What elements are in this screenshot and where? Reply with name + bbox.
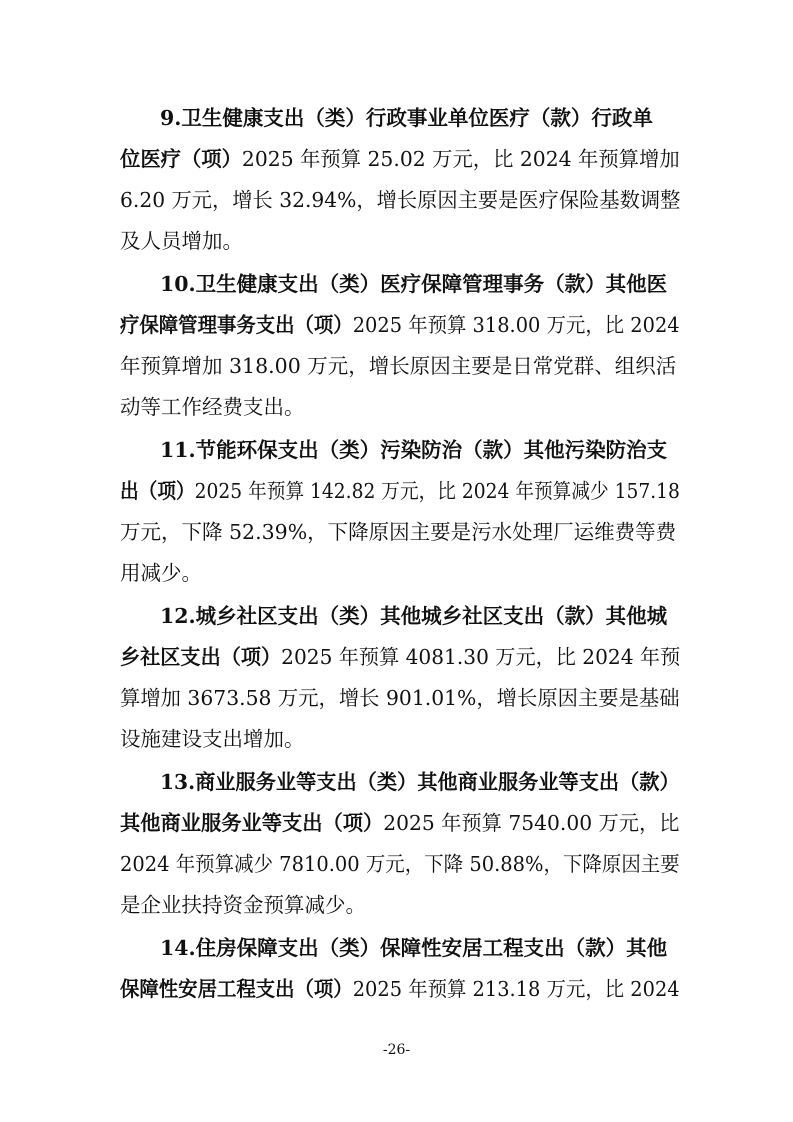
item-14-heading-text: 14.住房保障支出（类）保障性安居工程支出（款）其他 xyxy=(160,936,668,960)
item-9-line-2 xyxy=(120,139,680,179)
item-11-body-text: 2025 年预算 142.82 万元，比 2024 年预算减少 157.18 xyxy=(194,479,680,503)
item-13-line-3 xyxy=(120,844,680,884)
item-13-body-text: 是企业扶持资金预算减少。 xyxy=(120,893,366,917)
item-10-body-text: 年预算增加 318.00 万元，增长原因主要是日常党群、组织活 xyxy=(120,354,677,378)
item-11-line-1 xyxy=(160,430,680,470)
item-14-heading-text: 保障性安居工程支出（项） xyxy=(120,977,353,1001)
item-12-line-4 xyxy=(120,719,680,759)
item-10-body-text: 2025 年预算 318.00 万元，比 2024 xyxy=(352,313,680,337)
item-13-line-4 xyxy=(120,885,680,925)
item-14-line-1 xyxy=(160,928,680,968)
item-9-body-text: 6.20 万元，增长 32.94%，增长原因主要是医疗保险基数调整 xyxy=(120,188,681,212)
item-12-heading-text: 12.城乡社区支出（类）其他城乡社区支出（款）其他城 xyxy=(160,604,668,628)
item-9-body-text: 及人员增加。 xyxy=(120,229,243,253)
item-12-line-3 xyxy=(120,678,680,718)
item-11-line-3 xyxy=(120,512,680,552)
item-12-body-text: 设施建设支出增加。 xyxy=(120,727,305,751)
item-11-body-text: 万元，下降 52.39%，下降原因主要是污水处理厂运维费等费 xyxy=(120,520,677,544)
item-9-body-text: 2025 年预算 25.02 万元，比 2024 年预算增加 xyxy=(241,147,680,171)
item-10-heading-text: 10.卫生健康支出（类）医疗保障管理事务（款）其他医 xyxy=(160,272,668,296)
item-13-body-text: 2024 年预算减少 7810.00 万元，下降 50.88%，下降原因主要 xyxy=(120,852,680,876)
item-10-body-text: 动等工作经费支出。 xyxy=(120,395,305,419)
item-9-line-3 xyxy=(120,180,681,220)
item-14-line-2 xyxy=(120,969,680,1009)
item-13-heading-text: 13.商业服务业等支出（类）其他商业服务业等支出（款） xyxy=(160,770,680,794)
item-9-heading-text: 9.卫生健康支出（类）行政事业单位医疗（款）行政单 xyxy=(160,106,653,130)
item-11-heading-text: 出（项） xyxy=(120,479,195,503)
item-13-line-1 xyxy=(160,762,680,802)
item-11-line-4 xyxy=(120,553,680,593)
item-10-heading-text: 疗保障管理事务支出（项） xyxy=(120,313,353,337)
item-11-line-2 xyxy=(120,471,680,511)
item-12-body-text: 算增加 3673.58 万元，增长 901.01%，增长原因主要是基础 xyxy=(120,686,680,710)
item-9-line-4 xyxy=(120,221,680,261)
item-12-heading-text: 乡社区支出（项） xyxy=(120,645,282,669)
item-13-line-2 xyxy=(120,803,680,843)
item-9-line-1 xyxy=(160,98,680,138)
item-11-heading-text: 11.节能环保支出（类）污染防治（款）其他污染防治支 xyxy=(160,438,668,462)
item-10-line-3 xyxy=(120,346,680,386)
item-13-heading-text: 其他商业服务业等支出（项） xyxy=(120,811,384,835)
item-10-line-1 xyxy=(160,264,680,304)
page-number: -26- xyxy=(382,1042,411,1058)
item-13-body-text: 2025 年预算 7540.00 万元，比 xyxy=(383,811,680,835)
item-12-line-2 xyxy=(120,637,681,677)
item-9-heading-text: 位医疗（项） xyxy=(120,147,242,171)
item-10-line-4 xyxy=(120,387,680,427)
item-12-body-text: 2025 年预算 4081.30 万元，比 2024 年预 xyxy=(281,645,681,669)
item-11-body-text: 用减少。 xyxy=(120,561,202,585)
item-14-body-text: 2025 年预算 213.18 万元，比 2024 xyxy=(352,977,680,1001)
item-12-line-1 xyxy=(160,596,680,636)
item-10-line-2 xyxy=(120,305,680,345)
